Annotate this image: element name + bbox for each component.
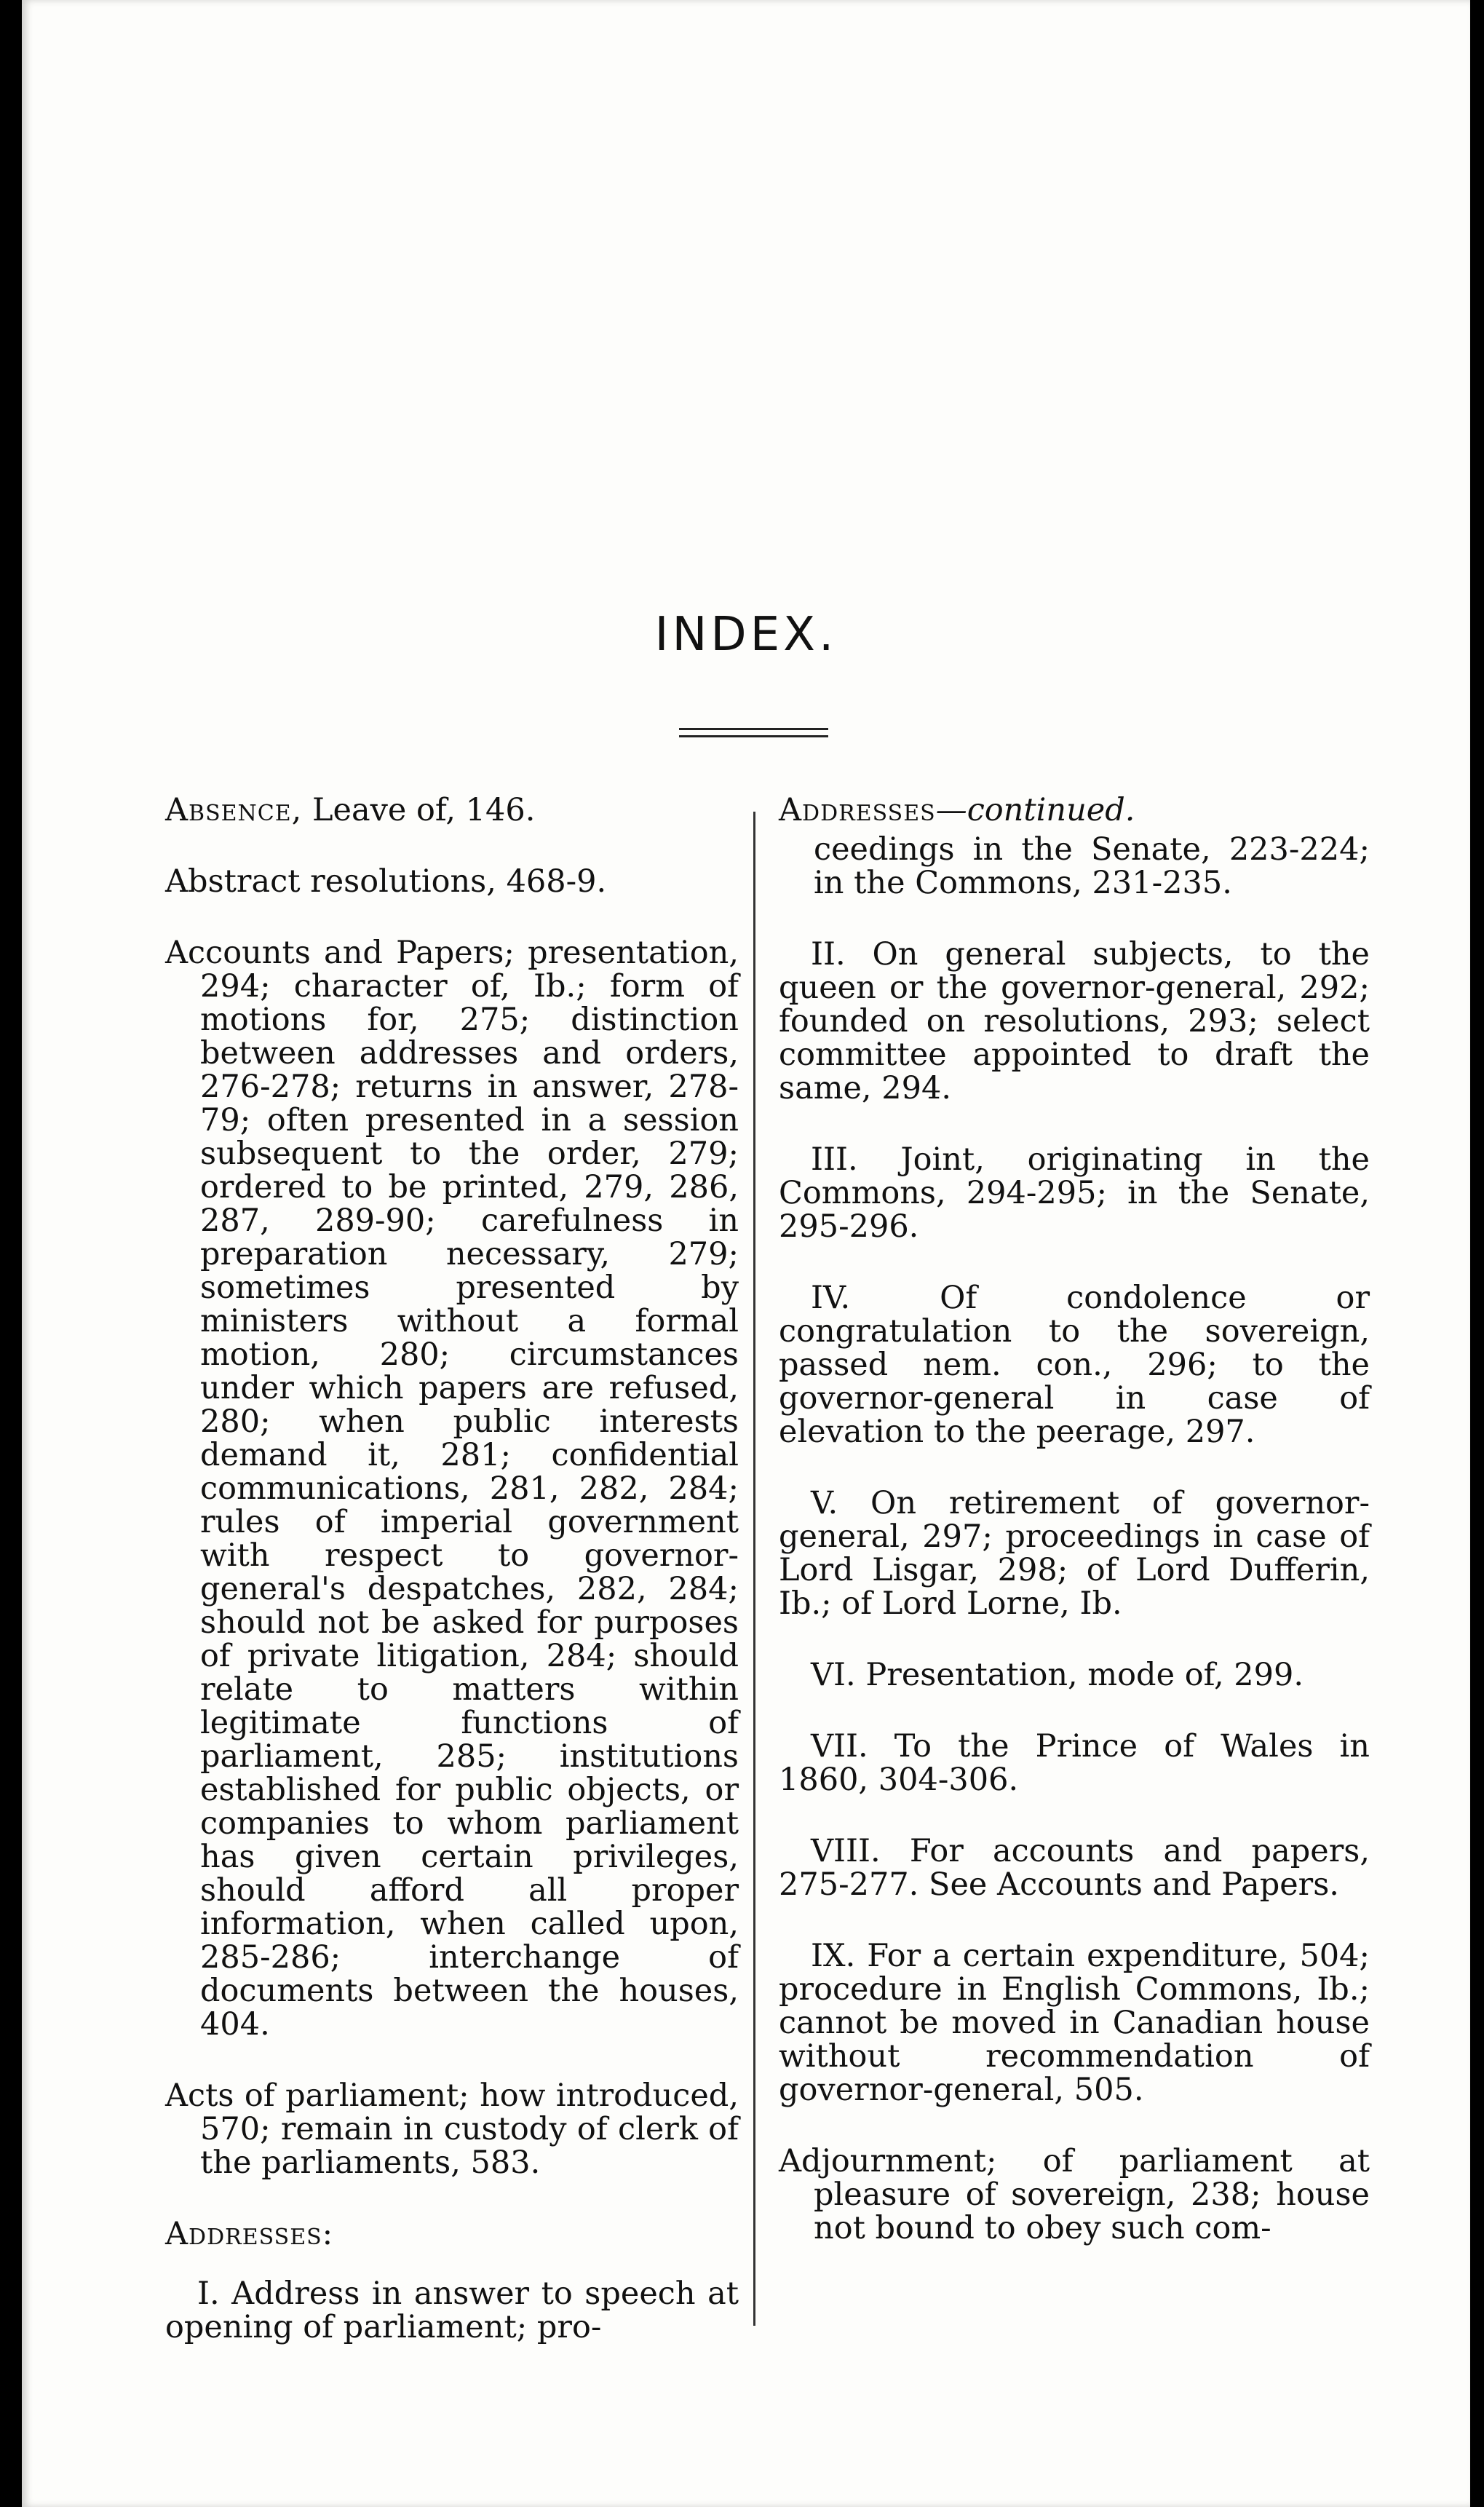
- address-subentry-six: VI. Presentation, mode of, 299.: [811, 1657, 1304, 1693]
- address-subentry-three: III. Joint, originating in the Commons, 294-295; in the Senate, 295-296.: [779, 1141, 1370, 1245]
- address-subentry-one: I. Address in answer to speech at opening of parliament; pro-: [165, 2276, 739, 2345]
- right-column: [779, 793, 1370, 2283]
- continued-label: —continued.: [935, 792, 1135, 828]
- entry-text: Leave of, 146.: [302, 792, 536, 828]
- index-entry-acts-of-parliament: Acts of parliament; how introduced, 570; remain in custody of clerk of the parliaments, 583.: [165, 2078, 739, 2181]
- index-entry-addresses-head: Addresses:: [165, 2216, 334, 2252]
- title-rule-top: [679, 728, 828, 730]
- continued-head-word: Addresses: [779, 792, 936, 828]
- address-continuation: ceedings in the Senate, 223-224; in the Commons, 231-235.: [814, 831, 1370, 901]
- left-column: [165, 793, 739, 2382]
- address-subentry-five: V. On retirement of governor-general, 297; proceedings in case of Lord Lisgar, 298; of Lord Dufferin, Ib.; of Lord Lorne, Ib.: [779, 1485, 1370, 1622]
- entry-head: Absence,: [165, 792, 303, 828]
- title-rule-bottom: [679, 735, 828, 737]
- index-entry-accounts-and-papers: Accounts and Papers; presentation, 294; character of, Ib.; form of motions for, 275; distinction between addresses and orders, 276-278; returns in answer, 278-79; often presented in a session subsequent to the order, 279; ordered to be printed, 279, 286, 287, 289-90; carefulness in preparation necessary, 279; sometimes presented by ministers without a formal motion, 280; circumstances under which papers are refused, 280; when public interests demand it, 281; confidential communications, 281, 282, 284; rules of imperial government with respect to governor-general's despatches, 282, 284; should not be asked for purposes of private litigation, 284; should relate to matters within legitimate functions of parliament, 285; institutions established for public objects, or companies to whom parliament has given certain privileges, should afford all proper information, when called upon, 285-286; interchange of documents between the houses, 404.: [165, 935, 739, 2043]
- address-subentry-nine: IX. For a certain expenditure, 504; procedure in English Commons, Ib.; cannot be moved in Canadian house without recommendation of governor-general, 505.: [779, 1938, 1370, 2108]
- index-entry-absence: [165, 793, 739, 827]
- page-title: INDEX.: [654, 608, 838, 662]
- index-page: [22, 0, 1470, 2507]
- address-subentry-eight: VIII. For accounts and papers, 275-277. See Accounts and Papers.: [779, 1833, 1370, 1903]
- address-subentry-four: IV. Of condolence or congratulation to the sovereign, passed nem. con., 296; to the governor-general in case of elevation to the peerage, 297.: [779, 1280, 1370, 1450]
- address-subentry-two: II. On general subjects, to the queen or the governor-general, 292; founded on resolutions, 293; select committee appointed to draft the same, 294.: [779, 936, 1370, 1106]
- continued-heading: [779, 793, 1370, 827]
- index-entry-adjournment: Adjournment; of parliament at pleasure of sovereign, 238; house not bound to obey such com-: [779, 2143, 1370, 2246]
- index-entry-abstract-resolutions: Abstract resolutions, 468-9.: [165, 863, 607, 900]
- column-divider: [753, 812, 755, 2326]
- address-subentry-seven: VII. To the Prince of Wales in 1860, 304-306.: [779, 1728, 1370, 1798]
